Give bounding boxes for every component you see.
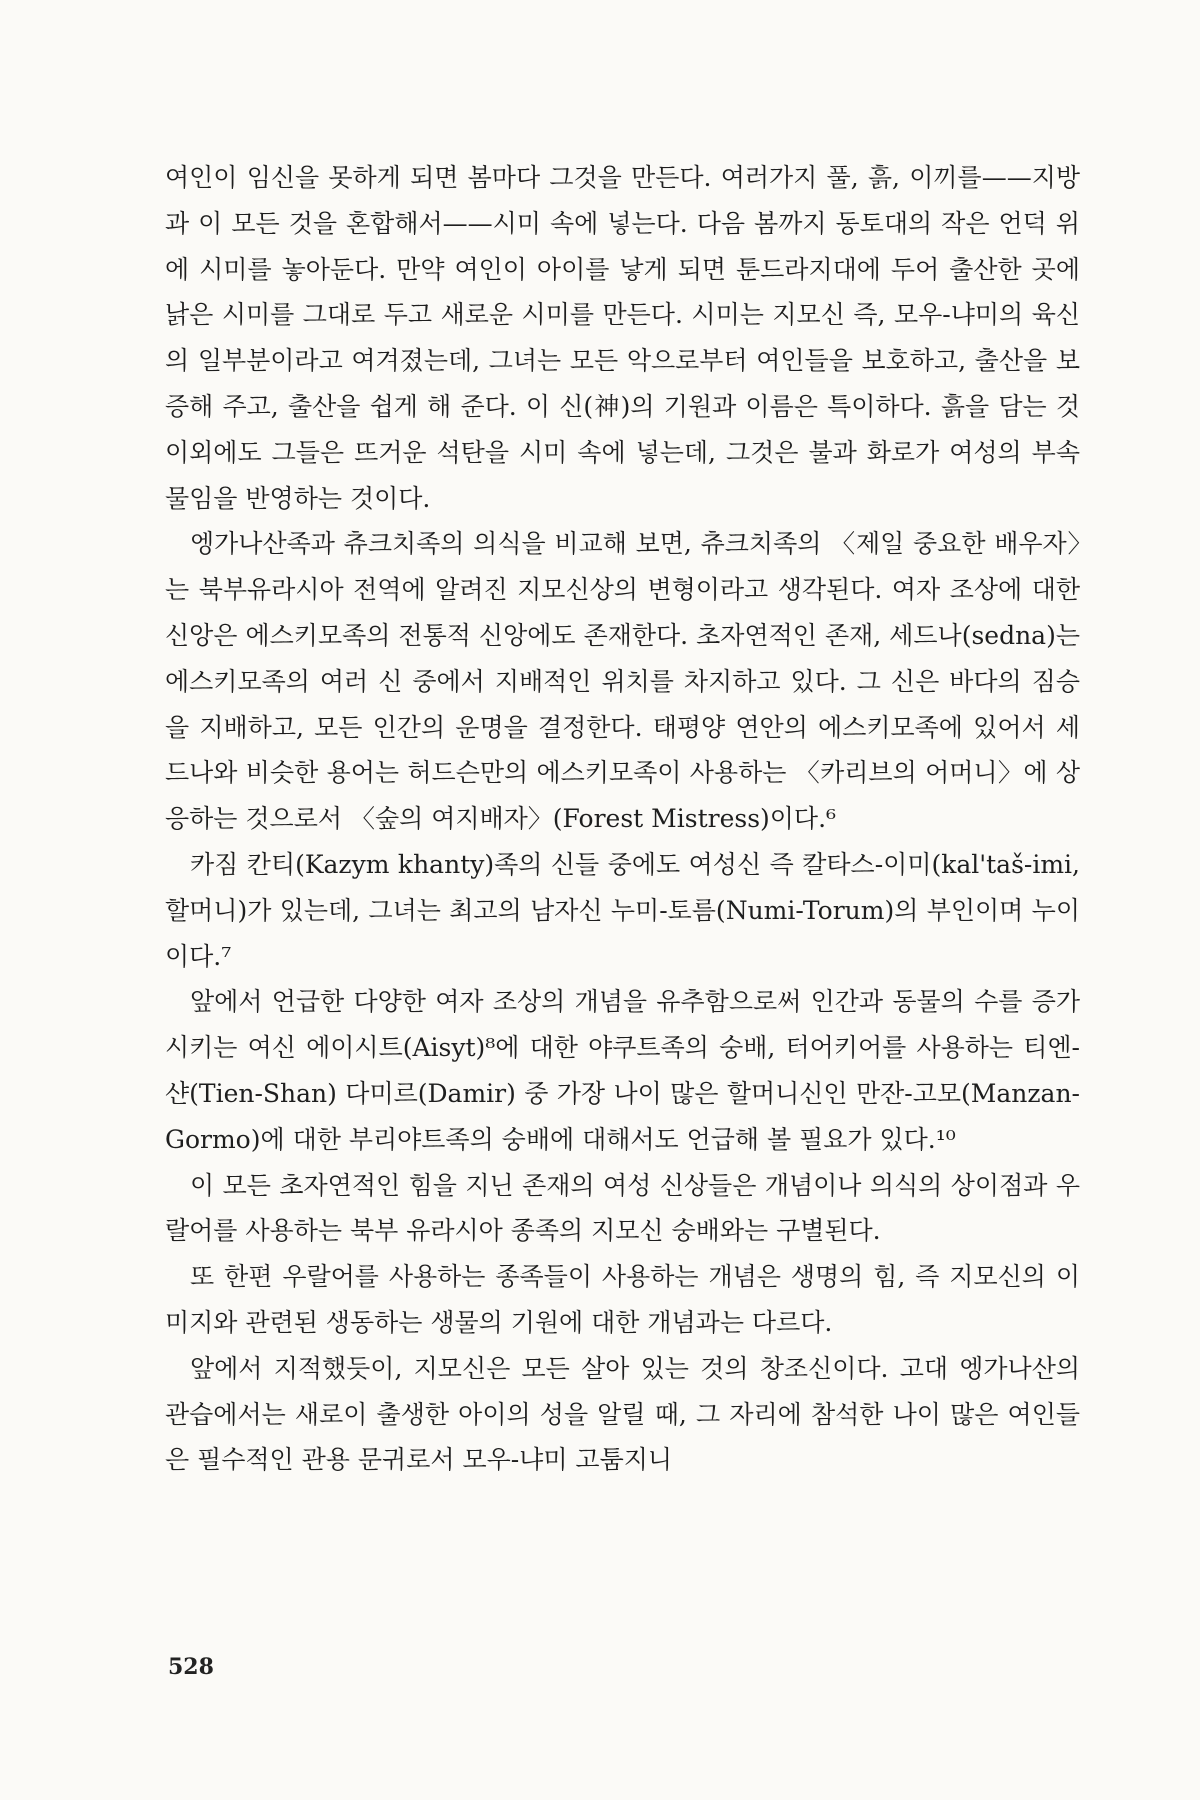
paragraph-6: 또 한편 우랄어를 사용하는 종족들이 사용하는 개념은 생명의 힘, 즉 지모신의 이미지와 관련된 생동하는 생물의 기원에 대한 개념과는 다르다. [165,1262,1080,1337]
paragraph-1: 여인이 임신을 못하게 되면 봄마다 그것을 만든다. 여러가지 풀, 흙, 이끼를——지방과 이 모든 것을 혼합해서——시미 속에 넣는다. 다음 봄까지 동토대의 작은 언덕 위에 시미를 놓아둔다. 만약 여인이 아이를 낳게 되면 툰드라지대에 두어 출산한 곳에 낡은 시미를 그대로 두고 새로운 시미를 만든다. 시미는 지모신 즉, 모우-냐미의 육신의 일부분이라고 여겨졌는데, 그녀는 모든 악으로부터 여인들을 보호하고, 출산을 보증해 주고, 출산을 쉽게 해 준다. 이 신(神)의 기원과 이름은 특이하다. 흙을 담는 것 이외에도 그들은 뜨거운 석탄을 시미 속에 넣는데, 그것은 불과 화로가 여성의 부속물임을 반영하는 것이다. [165,163,1080,513]
page-body [165,155,1080,1483]
paragraph-3: 카짐 칸티(Kazym khanty)족의 신들 중에도 여성신 즉 칼타스-이미(kal'taš-imi, 할머니)가 있는데, 그녀는 최고의 남자신 누미-토름(Numi-Torum)의 부인이며 누이이다.⁷ [165,849,1080,971]
paragraph-5: 이 모든 초자연적인 힘을 지닌 존재의 여성 신상들은 개념이나 의식의 상이점과 우랄어를 사용하는 북부 유라시아 종족의 지모신 숭배와는 구별된다. [165,1170,1080,1246]
paragraph-4: 앞에서 언급한 다양한 여자 조상의 개념을 유추함으로써 인간과 동물의 수를 증가시키는 여신 에이시트(Aisyt)⁸에 대한 야쿠트족의 숭배, 터어키어를 사용하는 티엔-샨(Tien-Shan) 다미르(Damir) 중 가장 나이 많은 할머니신인 만잔-고모(Manzan-Gormo)에 대한 부리야트족의 숭배에 대해서도 언급해 볼 필요가 있다.¹⁰ [165,987,1080,1154]
paragraph-2: 엥가나산족과 츄크치족의 의식을 비교해 보면, 츄크치족의 〈제일 중요한 배우자〉는 북부유라시아 전역에 알려진 지모신상의 변형이라고 생각된다. 여자 조상에 대한 신앙은 에스키모족의 전통적 신앙에도 존재한다. 초자연적인 존재, 세드나(sedna)는 에스키모족의 여러 신 중에서 지배적인 위치를 차지하고 있다. 그 신은 바다의 짐승을 지배하고, 모든 인간의 운명을 결정한다. 태평양 연안의 에스키모족에 있어서 세드나와 비슷한 용어는 허드슨만의 에스키모족이 사용하는 〈카리브의 어머니〉에 상응하는 것으로서 〈숲의 여지배자〉(Forest Mistress)이다.⁶ [165,529,1080,834]
page-number: 528 [168,1654,214,1680]
paragraph-7: 앞에서 지적했듯이, 지모신은 모든 살아 있는 것의 창조신이다. 고대 엥가나산의 관습에서는 새로이 출생한 아이의 성을 알릴 때, 그 자리에 참석한 나이 많은 여인들은 필수적인 관용 문귀로서 모우-냐미 고툼지니 [165,1353,1080,1475]
